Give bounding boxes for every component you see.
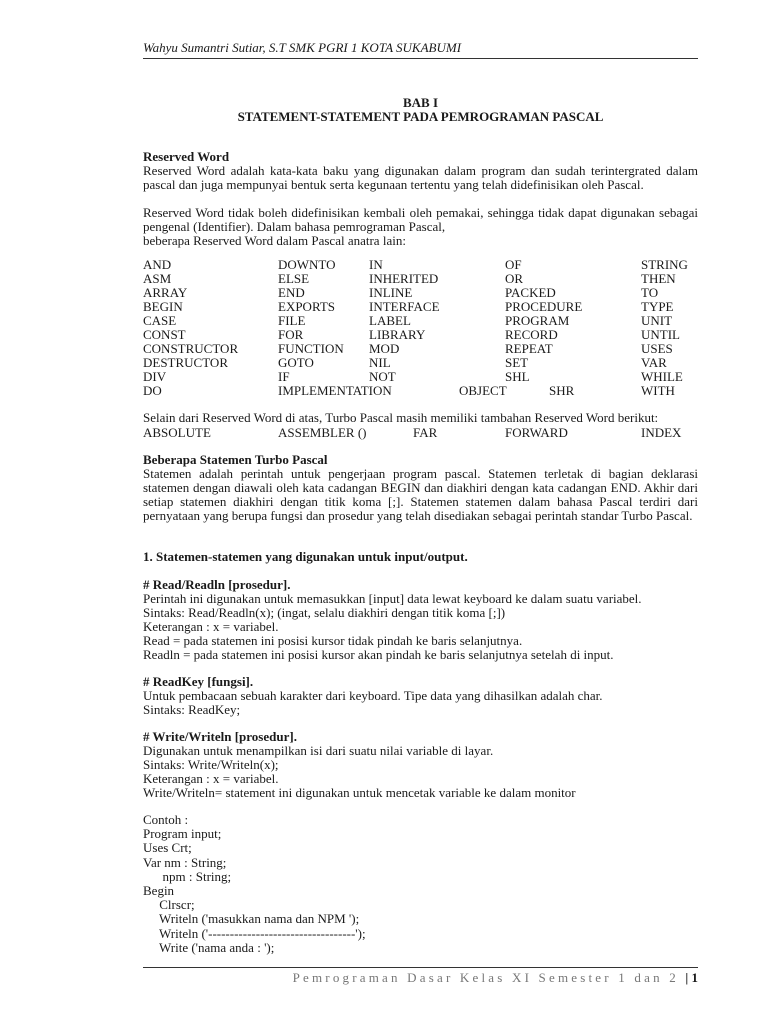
code-line: Uses Crt; [143, 840, 192, 856]
reserved-word: MOD [369, 341, 400, 356]
reserved-word: THEN [641, 271, 676, 286]
reserved-word: SHR [549, 383, 575, 398]
reserved-word: OF [505, 257, 522, 272]
reserved-word-row [143, 328, 703, 342]
reserved-word-row [143, 314, 703, 328]
text-line: Perintah ini digunakan untuk memasukkan [input] data lewat keyboard ke dalam suatu variabel. [143, 591, 642, 606]
reserved-word: LIBRARY [369, 327, 426, 342]
running-footer [250, 970, 698, 986]
readln-heading: # Read/Readln [prosedur]. [143, 577, 291, 592]
code-line: Var nm : String; [143, 854, 227, 870]
reserved-word: VAR [641, 355, 667, 370]
reserved-word-heading: Reserved Word [143, 149, 230, 164]
reserved-word: BEGIN [143, 299, 183, 314]
statemen-paragraph: Statemen adalah perintah untuk pengerjaan program pascal. Statemen terletak di bagian deklarasi statemen dengan diawali oleh kata cadangan BEGIN dan diakhiri dengan kata cadangan END. Akhir dari setiap statemen diakhiri dengan titik koma [;]. Statemen statemen dalam bahasa Pascal terdiri dari pernyataan yang berupa fungsi dan prosedur yang telah disediakan sebagai perintah standar Turbo Pascal. [143, 466, 698, 523]
writeln-lines [143, 744, 698, 800]
reserved-word-row [143, 258, 703, 272]
reserved-word: TO [641, 285, 659, 300]
reserved-word-row [143, 356, 703, 370]
reserved-word: RECORD [505, 327, 558, 342]
footer-divider [143, 967, 698, 968]
text-line: Digunakan untuk menampilkan isi dari suatu nilai variable di layar. [143, 743, 494, 758]
reserved-word: IMPLEMENTATION [278, 383, 392, 398]
reserved-word: DESTRUCTOR [143, 355, 228, 370]
reserved-word: AND [143, 257, 172, 272]
readkey-lines [143, 689, 698, 717]
extra-reserved-word: INDEX [641, 425, 682, 440]
text-line: Keterangan : x = variabel. [143, 771, 279, 786]
reserved-word: OR [505, 271, 524, 286]
reserved-word-row [143, 272, 703, 286]
reserved-word-row [143, 384, 703, 398]
reserved-word: REPEAT [505, 341, 553, 356]
reserved-word-table [143, 258, 703, 398]
reserved-word-row [143, 370, 703, 384]
reserved-word: FUNCTION [278, 341, 344, 356]
writeln-heading: # Write/Writeln [prosedur]. [143, 729, 297, 744]
reserved-word: SET [505, 355, 529, 370]
reserved-word: LABEL [369, 313, 411, 328]
reserved-word-row [143, 342, 703, 356]
reserved-word-paragraph-3: beberapa Reserved Word dalam Pascal anatra lain: [143, 233, 406, 248]
code-line: Contoh : [143, 812, 189, 827]
extra-reserved-word: ABSOLUTE [143, 425, 211, 440]
reserved-word-paragraph-2: Reserved Word tidak boleh didefinisikan kembali oleh pemakai, sehingga tidak dapat digunakan sebagai pengenal (Identifier). Dalam bahasa pemrograman Pascal, [143, 205, 698, 234]
reserved-word: OBJECT [459, 383, 507, 398]
reserved-word: SHL [505, 369, 530, 384]
page-number: | 1 [685, 970, 698, 985]
reserved-word: TYPE [641, 299, 674, 314]
reserved-word: PROGRAM [505, 313, 570, 328]
reserved-word: IF [278, 369, 290, 384]
reserved-word: WHILE [641, 369, 683, 384]
reserved-word: EXPORTS [278, 299, 336, 314]
reserved-word: CONST [143, 327, 186, 342]
text-line: Sintaks: Write/Writeln(x); [143, 757, 279, 772]
reserved-word: INHERITED [369, 271, 439, 286]
extra-reserved-word: FORWARD [505, 425, 568, 440]
code-line: Writeln ('----------------------------------'); [143, 925, 366, 941]
extra-reserved-intro: Selain dari Reserved Word di atas, Turbo Pascal masih memiliki tambahan Reserved Word berikut: [143, 410, 659, 425]
reserved-word: USES [641, 341, 673, 356]
reserved-word: ARRAY [143, 285, 188, 300]
text-line: Untuk pembacaan sebuah karakter dari keyboard. Tipe data yang dihasilkan adalah char. [143, 688, 603, 703]
reserved-word: INLINE [369, 285, 413, 300]
header-divider [143, 58, 698, 59]
reserved-word: FOR [278, 327, 304, 342]
extra-reserved-row [143, 425, 703, 439]
reserved-word: DO [143, 383, 162, 398]
extra-reserved-word: ASSEMBLER () [278, 425, 367, 440]
extra-reserved-word: FAR [413, 425, 438, 440]
text-line: Keterangan : x = variabel. [143, 619, 279, 634]
reserved-word: UNTIL [641, 327, 680, 342]
text-line: Sintaks: Read/Readln(x); (ingat, selalu diakhiri dengan titik koma [;]) [143, 605, 506, 620]
code-line: Begin [143, 883, 175, 899]
text-line: Read = pada statemen ini posisi kursor tidak pindah ke baris selanjutnya. [143, 633, 523, 648]
reserved-word: DIV [143, 369, 167, 384]
reserved-word: CASE [143, 313, 177, 328]
text-line: Readln = pada statemen ini posisi kursor akan pindah ke baris selanjutnya setelah di input. [143, 647, 614, 662]
reserved-word: GOTO [278, 355, 314, 370]
readkey-heading: # ReadKey [fungsi]. [143, 674, 254, 689]
reserved-word: NIL [369, 355, 391, 370]
reserved-word-paragraph-1: Reserved Word adalah kata-kata baku yang digunakan dalam program dan sudah terintergrated dalam pascal dan juga mempunyai bentuk serta kegunaan tertentu yang telah didefinisikan oleh Pascal. [143, 163, 698, 192]
code-line: Program input; [143, 826, 222, 842]
reserved-word-row [143, 300, 703, 314]
code-example [143, 813, 366, 955]
reserved-word: ELSE [278, 271, 310, 286]
code-line: npm : String; [143, 868, 232, 884]
reserved-word: WITH [641, 383, 675, 398]
statemen-heading: Beberapa Statemen Turbo Pascal [143, 452, 328, 467]
readln-lines [143, 592, 698, 662]
reserved-word: FILE [278, 313, 306, 328]
running-header: Wahyu Sumantri Sutiar, S.T SMK PGRI 1 KOTA SUKABUMI [143, 40, 462, 55]
code-line: Clrscr; [143, 897, 195, 913]
text-line: Sintaks: ReadKey; [143, 702, 241, 717]
chapter-title: STATEMENT-STATEMENT PADA PEMROGRAMAN PASCAL [237, 109, 604, 124]
reserved-word: ASM [143, 271, 172, 286]
reserved-word: CONSTRUCTOR [143, 341, 239, 356]
code-line: Writeln ('masukkan nama dan NPM '); [143, 911, 360, 927]
reserved-word: IN [369, 257, 383, 272]
text-line: Write/Writeln= statement ini digunakan untuk mencetak variable ke dalam monitor [143, 785, 576, 800]
reserved-word: DOWNTO [278, 257, 336, 272]
reserved-word: UNIT [641, 313, 673, 328]
reserved-word: STRING [641, 257, 688, 272]
reserved-word: PACKED [505, 285, 556, 300]
reserved-word: NOT [369, 369, 396, 384]
reserved-word: PROCEDURE [505, 299, 583, 314]
chapter-number: BAB I [402, 95, 439, 110]
reserved-word: END [278, 285, 305, 300]
reserved-word: INTERFACE [369, 299, 440, 314]
reserved-word-row [143, 286, 703, 300]
footer-text: Pemrograman Dasar Kelas XI Semester 1 dan 2 [292, 970, 679, 985]
code-line: Write ('nama anda : '); [143, 939, 275, 955]
section-1-heading: 1. Statemen-statemen yang digunakan untuk input/output. [143, 549, 468, 564]
